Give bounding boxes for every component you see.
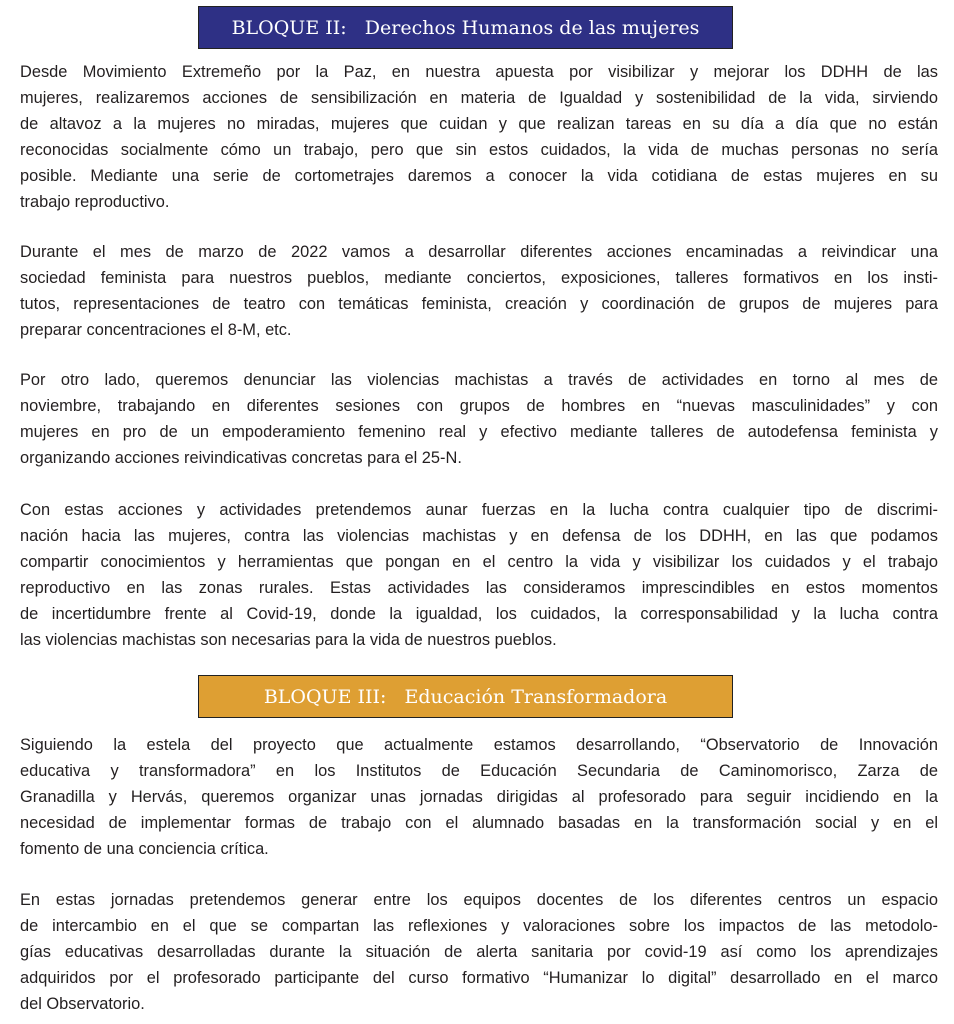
text-line: mujeres, realizaremos acciones de sensibilización en materia de Igualdad y sostenibilidad de la vida, sirviendo — [20, 89, 938, 107]
bloque-ii-paragraph-1 — [20, 59, 938, 215]
text-line: Por otro lado, queremos denunciar las violencias machistas a través de actividades en torno al mes de — [20, 371, 938, 389]
text-line: compartir conocimientos y herramientas que pongan en el centro la vida y visibilizar los cuidados y el trabajo — [20, 553, 938, 571]
bloque-iii-paragraph-1 — [20, 732, 938, 862]
text-line: posible. Mediante una serie de cortometrajes daremos a conocer la vida cotidiana de estas mujeres en su — [20, 167, 938, 185]
bloque-ii-paragraph-4 — [20, 497, 938, 653]
text-line: Siguiendo la estela del proyecto que actualmente estamos desarrollando, “Observatorio de Innovación — [20, 736, 938, 754]
text-line: preparar concentraciones el 8-M, etc. — [20, 321, 292, 339]
bloque-ii-paragraph-3 — [20, 367, 938, 471]
bloque-iii-paragraph-2 — [20, 887, 938, 1017]
text-line: fomento de una conciencia crítica. — [20, 840, 269, 858]
text-line: reconocidas socialmente cómo un trabajo, pero que sin estos cuidados, la vida de muchas personas no sería — [20, 141, 938, 159]
text-line: En estas jornadas pretendemos generar entre los equipos docentes de los diferentes centros un espacio — [20, 891, 938, 909]
text-line: tutos, representaciones de teatro con temáticas feminista, creación y coordinación de grupos de mujeres para — [20, 295, 938, 313]
text-line: las violencias machistas son necesarias para la vida de nuestros pueblos. — [20, 631, 557, 649]
text-line: sociedad feminista para nuestros pueblos, mediante conciertos, exposiciones, talleres formativos en los insti- — [20, 269, 938, 287]
text-line: de altavoz a la mujeres no miradas, mujeres que cuidan y que realizan tareas en su día a día que no están — [20, 115, 938, 133]
text-line: necesidad de implementar formas de trabajo con el alumnado basadas en la transformación social y en el — [20, 814, 938, 832]
text-line: Con estas acciones y actividades pretendemos aunar fuerzas en la lucha contra cualquier tipo de discrimi- — [20, 501, 938, 519]
text-line: educativa y transformadora” en los Institutos de Educación Secundaria de Caminomorisco, Zarza de — [20, 762, 938, 780]
bloque-ii-heading: BLOQUE II: Derechos Humanos de las mujeres — [198, 6, 733, 49]
text-line: Durante el mes de marzo de 2022 vamos a desarrollar diferentes acciones encaminadas a reivindicar una — [20, 243, 938, 261]
text-line: del Observatorio. — [20, 995, 145, 1013]
bloque-iii-heading: BLOQUE III: Educación Transformadora — [198, 675, 733, 718]
text-line: reproductivo en las zonas rurales. Estas actividades las consideramos imprescindibles en estos momentos — [20, 579, 938, 597]
text-line: noviembre, trabajando en diferentes sesiones con grupos de hombres en “nuevas masculinidades” y con — [20, 397, 938, 415]
text-line: adquiridos por el profesorado participante del curso formativo “Humanizar lo digital” desarrollado en el marco — [20, 969, 938, 987]
text-line: de incertidumbre frente al Covid-19, donde la igualdad, los cuidados, la corresponsabilidad y la lucha contra — [20, 605, 938, 623]
text-line: Granadilla y Hervás, queremos organizar unas jornadas dirigidas al profesorado para seguir incidiendo en la — [20, 788, 938, 806]
text-line: Desde Movimiento Extremeño por la Paz, en nuestra apuesta por visibilizar y mejorar los DDHH de las — [20, 63, 938, 81]
text-line: organizando acciones reivindicativas concretas para el 25-N. — [20, 449, 462, 467]
bloque-ii-paragraph-2 — [20, 239, 938, 343]
text-line: gías educativas desarrolladas durante la situación de alerta sanitaria por covid-19 así como los aprendizajes — [20, 943, 938, 961]
text-line: trabajo reproductivo. — [20, 193, 170, 211]
text-line: mujeres en pro de un empoderamiento femenino real y efectivo mediante talleres de autodefensa feminista y — [20, 423, 938, 441]
text-line: nación hacia las mujeres, contra las violencias machistas y en defensa de los DDHH, en las que podamos — [20, 527, 938, 545]
text-line: de intercambio en el que se compartan las reflexiones y valoraciones sobre los impactos de las metodolo- — [20, 917, 938, 935]
